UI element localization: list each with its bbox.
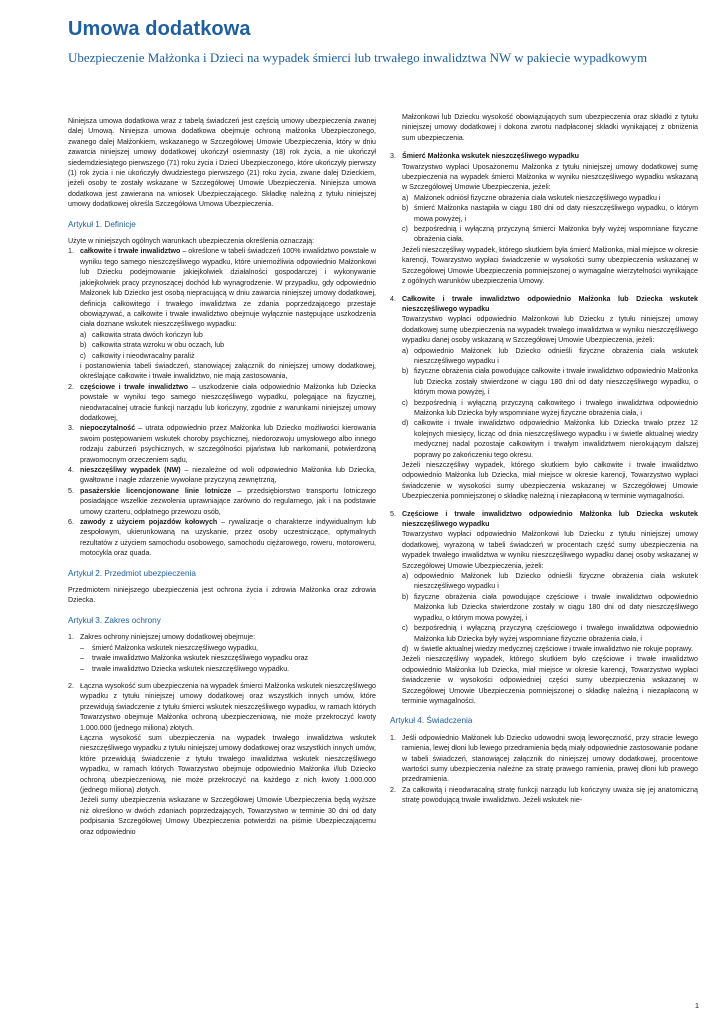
scope-subitem: b) fizyczne obrażenia ciała powodujące częściowe i trwałe inwalidztwo odpowiednio Małżonka lub Dziecka stwierdzone zostały w ciągu 180 dni od daty nieszczęśliwego wypadku, o którym mowa powyżej, i — [402, 592, 698, 622]
definition-subitem: c) całkowity i nieodwracalny paraliż — [80, 351, 195, 360]
scope-subitem: c) bezpośrednią i wyłączną przyczyną częściowego i trwałego inwalidztwa odpowiednio Małżonka lub Dziecka były wyżej wspomniane fizyczne obrażenia ciała, i — [402, 624, 698, 643]
article-3-heading: Artykuł 3. Zakres ochrony — [68, 615, 161, 625]
article-2-text: Przedmiotem niniejszego ubezpieczenia jest ochrona życia i zdrowia Małżonka oraz zdrowia Dziecka. — [68, 586, 376, 605]
scope-subitem: b) fizyczne obrażenia ciała powodujące całkowite i trwałe inwalidztwo odpowiednio Małżonka lub Dziecka zostały stwierdzone w ciągu 180 dni od daty nieszczęśliwego wypadku, o którym mowa powyżej, i — [402, 367, 698, 397]
intro-paragraph: Niniejsza umowa dodatkowa wraz z tabelą świadczeń jest częścią umowy ubezpieczenia zwanej dalej Umową. Niniejsza umowa dodatkowa obejmuje ochroną małżonka Ubezpieczonego, zwanego dalej Małżonkiem, wskazanego w Szczegółowej Umowie Ubezpieczenia, który w dniu zawarcia niniejszej umowy dodatkowej ukończył osiemnasty (18) rok życia, a nie ukończył siedemdziesiątego pierwszego (71) roku życia i Dzieci Ubezpieczonego, które ukończyły pierwszy (1) rok życia i nie ukończyły dwudziestego pierwszego (21) roku życia, zwane dalej Dzieckiem, jeżeli osoby te zostały wskazane w Szczegółowej Umowie Ubezpieczenia. Niniejsza umowa dodatkowa jest zawierana na wniosek Ubezpieczającego. Składkę należną z tytułu niniejszej umowy dodatkowej określa Szczegółowa Umowa Ubezpieczenia. — [68, 117, 376, 209]
definition-subitem: a) całkowita strata dwóch kończyn lub — [80, 330, 203, 339]
definition-item: 6. zawody z użyciem pojazdów kołowych – rywalizacje o charakterze indywidualnym lub zespołowym, ukierunkowaną na uzyskanie, przez osoby uczestniczące, optymalnych rezultatów z użyciem samochodu osobowego, samochodu ciężarowego, roweru, motoroweru, motocykla oraz quada. — [68, 518, 376, 558]
scope-subitem: b) śmierć Małżonka nastąpiła w ciągu 180 dni od daty nieszczęśliwego wypadku, o którym mowa powyżej, i — [402, 204, 698, 223]
scope-subitem: a) Małżonek odniósł fizyczne obrażenia ciała wskutek nieszczęśliwego wypadku i — [402, 193, 661, 202]
scope-item: 2. Łączna wysokość sum ubezpieczenia na wypadek śmierci Małżonka wskutek nieszczęśliwego wypadku z tytułu niniejszej umowy dodatkowej oraz wszystkich innych umów, które przewidują świadczenie z tytułu śmierci wskutek nieszczęśliwego wypadku, w ramach których Towarzystwo obejmuje Małżonka ochroną ubezpieczeniową, nie może przekroczyć kwoty 1.000.000 (jednego miliona) złotych. Łączna wysokość sum ubezpieczenia na wypadek trwałego inwalidztwa wskutek nieszczęśliwego wypadku z tytułu niniejszej umowy dodatkowej oraz wszystkich innych umów, które przewidują świadczenie z tytułu trwałego inwalidztwa wskutek nieszczęśliwego wypadku, w ramach których Towarzystwo obejmuje odpowiednio Małżonka i/lub Dziecko ochroną ubezpieczeniową, nie może przekroczyć na każdego z nich kwoty 1.000.000 (jednego miliona) złotych. Jeżeli sumy ubezpieczenia wskazane w Szczegółowej Umowie Ubezpieczenia będą wyższe niż określono w dwóch zdaniach poprzedzających, Towarzystwo w terminie 30 dni od daty podpisania Szczegółowej Umowy Ubezpieczenia potwierdzi na piśmie Ubezpieczającemu oraz odpowiednio — [68, 681, 376, 836]
scope-subitem: – trwałe inwalidztwo Dziecka wskutek nieszczęśliwego wypadku. — [80, 664, 290, 673]
scope-item: 3. Śmierć Małżonka wskutek nieszczęśliwego wypadku Towarzystwo wypłaci Uposażonemu Małżonka z tytułu niniejszej umowy dodatkowej sumę ubezpieczenia na wypadek śmierci Małżonka w wyniku nieszczęśliwego wypadku wskazaną w Szczegółowej Umowie Ubezpieczenia, jeżeli: a) Małżonek odniósł fizyczne obrażenia ciała wskutek nieszczęśliwego wypadku i b) śmierć Małżonka nastąpiła w ciągu 180 dni od daty nieszczęśliwego wypadku, o którym mowa powyżej, i c) bezpośrednią i wyłączną przyczyną śmierci Małżonka były wyżej wspomniane fizyczne obrażenia ciała. Jeżeli nieszczęśliwy wypadek, którego skutkiem była śmierć Małżonka, miał miejsce w okresie karencji, Towarzystwo wypłaci świadczenie w wysokości sumy ubezpieczenia wskazanej w Szczegółowej Umowie Ubezpieczenia pomniejszonej o wymagalne wierzytelności wynikające z ogólnych warunków ubezpieczenia Umowy. — [390, 152, 698, 286]
scope-subitem: c) bezpośrednią i wyłączną przyczyną całkowitego i trwałego inwalidztwa odpowiednio Małżonka lub Dziecka były wspomniane wyżej fizyczne obrażenia ciała, i — [402, 398, 698, 417]
definition-item: 3. niepoczytalność – utrata odpowiednio przez Małżonka lub Dziecko możliwości kierowania swoim postępowaniem wskutek choroby psychicznej, niedorozwoju umysłowego albo innego rodzaju zaburzeń psychicznych, w szczególności pijaństwa lub narkomanii, potwierdzoną prawomocnym orzeczeniem sądu, — [68, 424, 376, 464]
scope-subitem: a) odpowiednio Małżonek lub Dziecko odnieśli fizyczne obrażenia ciała wskutek nieszczęśliwego wypadku i — [402, 572, 698, 591]
definition-item: 5. pasażerskie licencjonowane linie lotnicze – przedsiębiorstwo transportu lotniczego posiadające wszelkie zezwolenia uprawniające zarówno do regularnego, jak i na podstawie umowy czarteru, odpłatnego przewozu osób, — [68, 486, 376, 516]
scope-subitem: d) w świetle aktualnej wiedzy medycznej częściowe i trwałe inwalidztwo nie rokuje poprawy. — [402, 644, 694, 653]
scope-continuation: Małżonkowi lub Dziecku wysokość obowiązujących sum ubezpieczenia oraz składki z tytułu niniejszej umowy dodatkowej i dokona zwrotu nadpłaconej składki wynikającej z obniżenia sum ubezpieczenia. — [402, 113, 698, 142]
benefit-item: 1. Jeśli odpowiednio Małżonek lub Dziecko udowodni swoją leworęczność, przy stracie lewego ramienia, lewej dłoni lub lewego przedramienia będą miały odpowiednie zastosowanie podane w tabeli świadczeń, stanowiącej załącznik do niniejszej umowy dodatkowej, procentowe wartości sumy ubezpieczenia należne za stratę prawego ramienia, prawej dłoni lub prawego przedramienia. — [390, 733, 698, 784]
article-1-lead: Użyte w niniejszych ogólnych warunkach ubezpieczenia określenia oznaczają: — [68, 237, 315, 246]
scope-subitem: d) całkowite i trwałe inwalidztwo odpowiednio Małżonka lub Dziecka trwało przez 12 kolejnych miesięcy, licząc od dnia nieszczęśliwego wypadku i w świetle aktualnej wiedzy medycznej nadal pozostaje całkowitym i trwałym inwalidztwem nierokującym dalszej poprawy po zakończeniu tego okresu. — [402, 419, 698, 459]
document-title: Umowa dodatkowa — [68, 18, 251, 40]
scope-subitem: c) bezpośrednią i wyłączną przyczyną śmierci Małżonka były wyżej wspomniane fizyczne obrażenia ciała. — [402, 225, 698, 244]
article-2-heading: Artykuł 2. Przedmiot ubezpieczenia — [68, 568, 196, 578]
definition-item: 2. częściowe i trwałe inwalidztwo – uszkodzenie ciała odpowiednio Małżonka lub Dziecka powstałe w wyniku tego samego nieszczęśliwego wypadku, polegające na fizycznej, nieodwracalnej utracie funkcji narządu lub kończyny, zgodnie z warunkami niniejszej umowy dodatkowej, — [68, 382, 376, 422]
page-number: 1 — [694, 1001, 699, 1010]
scope-subitem: – śmierć Małżonka wskutek nieszczęśliwego wypadku, — [80, 643, 258, 652]
definition-item: 4. nieszczęśliwy wypadek (NW) – niezależne od woli odpowiednio Małżonka lub Dziecka, gwałtowne i nagłe zdarzenie wywołane przyczyną zewnętrzną, — [68, 466, 377, 485]
scope-item: 4. Całkowite i trwałe inwalidztwo odpowiednio Małżonka lub Dziecka wskutek nieszczęśliwego wypadku Towarzystwo wypłaci odpowiednio Małżonkowi lub Dziecku z tytułu niniejszej umowy dodatkowej sumę ubezpieczenia na wypadek trwałego inwalidztwa w wyniku nieszczęśliwego wypadku danej osoby wskazaną w Szczegółowej Umowie Ubezpieczenia, jeżeli: a) odpowiednio Małżonek lub Dziecko odnieśli fizyczne obrażenia ciała wskutek nieszczęśliwego wypadku i b) fizyczne obrażenia ciała powodujące całkowite i trwałe inwalidztwo odpowiednio Małżonka lub Dziecka zostały stwierdzone w ciągu 180 dni od daty nieszczęśliwego wypadku, o którym mowa powyżej, i c) bezpośrednią i wyłączną przyczyną całkowitego i trwałego inwalidztwa odpowiednio Małżonka lub Dziecka były wspomniane wyżej fizyczne obrażenia ciała, i d) całkowite i trwałe inwalidztwo odpowiednio Małżonka lub Dziecka trwało przez 12 kolejnych miesięcy, licząc od dnia nieszczęśliwego wypadku i w świetle aktualnej wiedzy medycznej nadal pozostaje całkowitym i trwałym inwalidztwem nierokującym dalszej poprawy po zakończeniu tego okresu. Jeżeli nieszczęśliwy wypadek, którego skutkiem było całkowite i trwałe inwalidztwo odpowiednio Małżonka lub Dziecka, miał miejsce w okresie karencji, Towarzystwo wypłaci świadczenie w wysokości sumy ubezpieczenia wskazanej w Szczegółowej Umowie Ubezpieczenia pomniejszonej o składkę należną i niezapłaconą w terminie wymagalności. — [390, 294, 698, 501]
article-1-heading: Artykuł 1. Definicje — [68, 219, 136, 229]
article-4-heading: Artykuł 4. Świadczenia — [390, 716, 473, 726]
scope-subitem: – trwałe inwalidztwo Małżonka wskutek nieszczęśliwego wypadku oraz — [80, 654, 309, 663]
definition-item: 1. całkowite i trwałe inwalidztwo – określone w tabeli świadczeń 100% inwalidztwo powstałe w wyniku tego samego nieszczęśliwego wypadku, które uniemożliwia odpowiednio Małżonkowi lub Dziecku podejmowanie jakiejkolwiek działalności gospodarczej i wykonywanie jakiejkolwiek pracy przynoszącej dochód lub wynagrodzenie. W przypadku, gdy odpowiednio Małżonek lub Dziecko jest osobą niepracującą w dniu zawarcia niniejszej umowy dodatkowej, definicja całkowitego i trwałego inwalidztwa ze zdania poprzedzającego przestaje obowiązywać, a całkowite i trwałe inwalidztwo obejmuje wyłącznie następujące uszkodzenia ciała doznane wskutek nieszczęśliwego wypadku: a) całkowita strata dwóch kończyn lub b) całkowita strata wzroku w obu oczach, lub c) całkowity i nieodwracalny paraliż i postanowienia tabeli świadczeń, stanowiącej załącznik do niniejszej umowy dodatkowej, określające całkowite i trwałe inwalidztwo, nie mają zastosowania, — [68, 247, 376, 381]
scope-subitem: a) odpowiednio Małżonek lub Dziecko odnieśli fizyczne obrażenia ciała wskutek nieszczęśliwego wypadku i — [402, 346, 698, 365]
document-subtitle: Ubezpieczenie Małżonka i Dzieci na wypadek śmierci lub trwałego inwalidztwa NW w pakiecie wypadkowym — [68, 50, 648, 65]
scope-item: 1. Zakres ochrony niniejszej umowy dodatkowej obejmuje: – śmierć Małżonka wskutek nieszczęśliwego wypadku, – trwałe inwalidztwo Małżonka wskutek nieszczęśliwego wypadku oraz – trwałe inwalidztwo Dziecka wskutek nieszczęśliwego wypadku. — [68, 632, 376, 674]
scope-item: 5. Częściowe i trwałe inwalidztwo odpowiednio Małżonka lub Dziecka wskutek nieszczęśliwego wypadku Towarzystwo wypłaci odpowiednio Małżonkowi lub Dziecku z tytułu niniejszej umowy dodatkowej, wyrażoną w tabeli świadczeń w procentach część sumy ubezpieczenia na wypadek trwałego inwalidztwa w wyniku nieszczęśliwego wypadku danej osoby wskazanej w Szczegółowej Umowie Ubezpieczenia, jeżeli: a) odpowiednio Małżonek lub Dziecko odnieśli fizyczne obrażenia ciała wskutek nieszczęśliwego wypadku i b) fizyczne obrażenia ciała powodujące częściowe i trwałe inwalidztwo odpowiednio Małżonka lub Dziecka stwierdzone zostały w ciągu 180 dni od daty nieszczęśliwego wypadku, o którym mowa powyżej, i c) bezpośrednią i wyłączną przyczyną częściowego i trwałego inwalidztwa odpowiednio Małżonka lub Dziecka były wyżej wspomniane fizyczne obrażenia ciała, i d) w świetle aktualnej wiedzy medycznej częściowe i trwałe inwalidztwo nie rokuje poprawy. Jeżeli nieszczęśliwy wypadek, którego skutkiem było częściowe i trwałe inwalidztwo odpowiednio Małżonka lub Dziecka, miał miejsce w okresie karencji, Towarzystwo wypłaci świadczenie w wysokości odpowiedniej części sumy ubezpieczenia wskazanej w Szczegółowej Umowie Ubezpieczenia pomniejszonej o składkę należną i niezapłaconą w terminie wymagalności. — [390, 509, 698, 705]
definition-subitem: b) całkowita strata wzroku w obu oczach, lub — [80, 341, 225, 350]
left-column — [68, 116, 376, 837]
right-column — [390, 112, 698, 806]
benefit-item: 2. Za całkowitą i nieodwracalną stratę funkcji narządu lub kończyny uważa się jej anatomiczną stratę powodującą trwałe inwalidztwo. Jeżeli wskutek nie- — [390, 785, 698, 805]
